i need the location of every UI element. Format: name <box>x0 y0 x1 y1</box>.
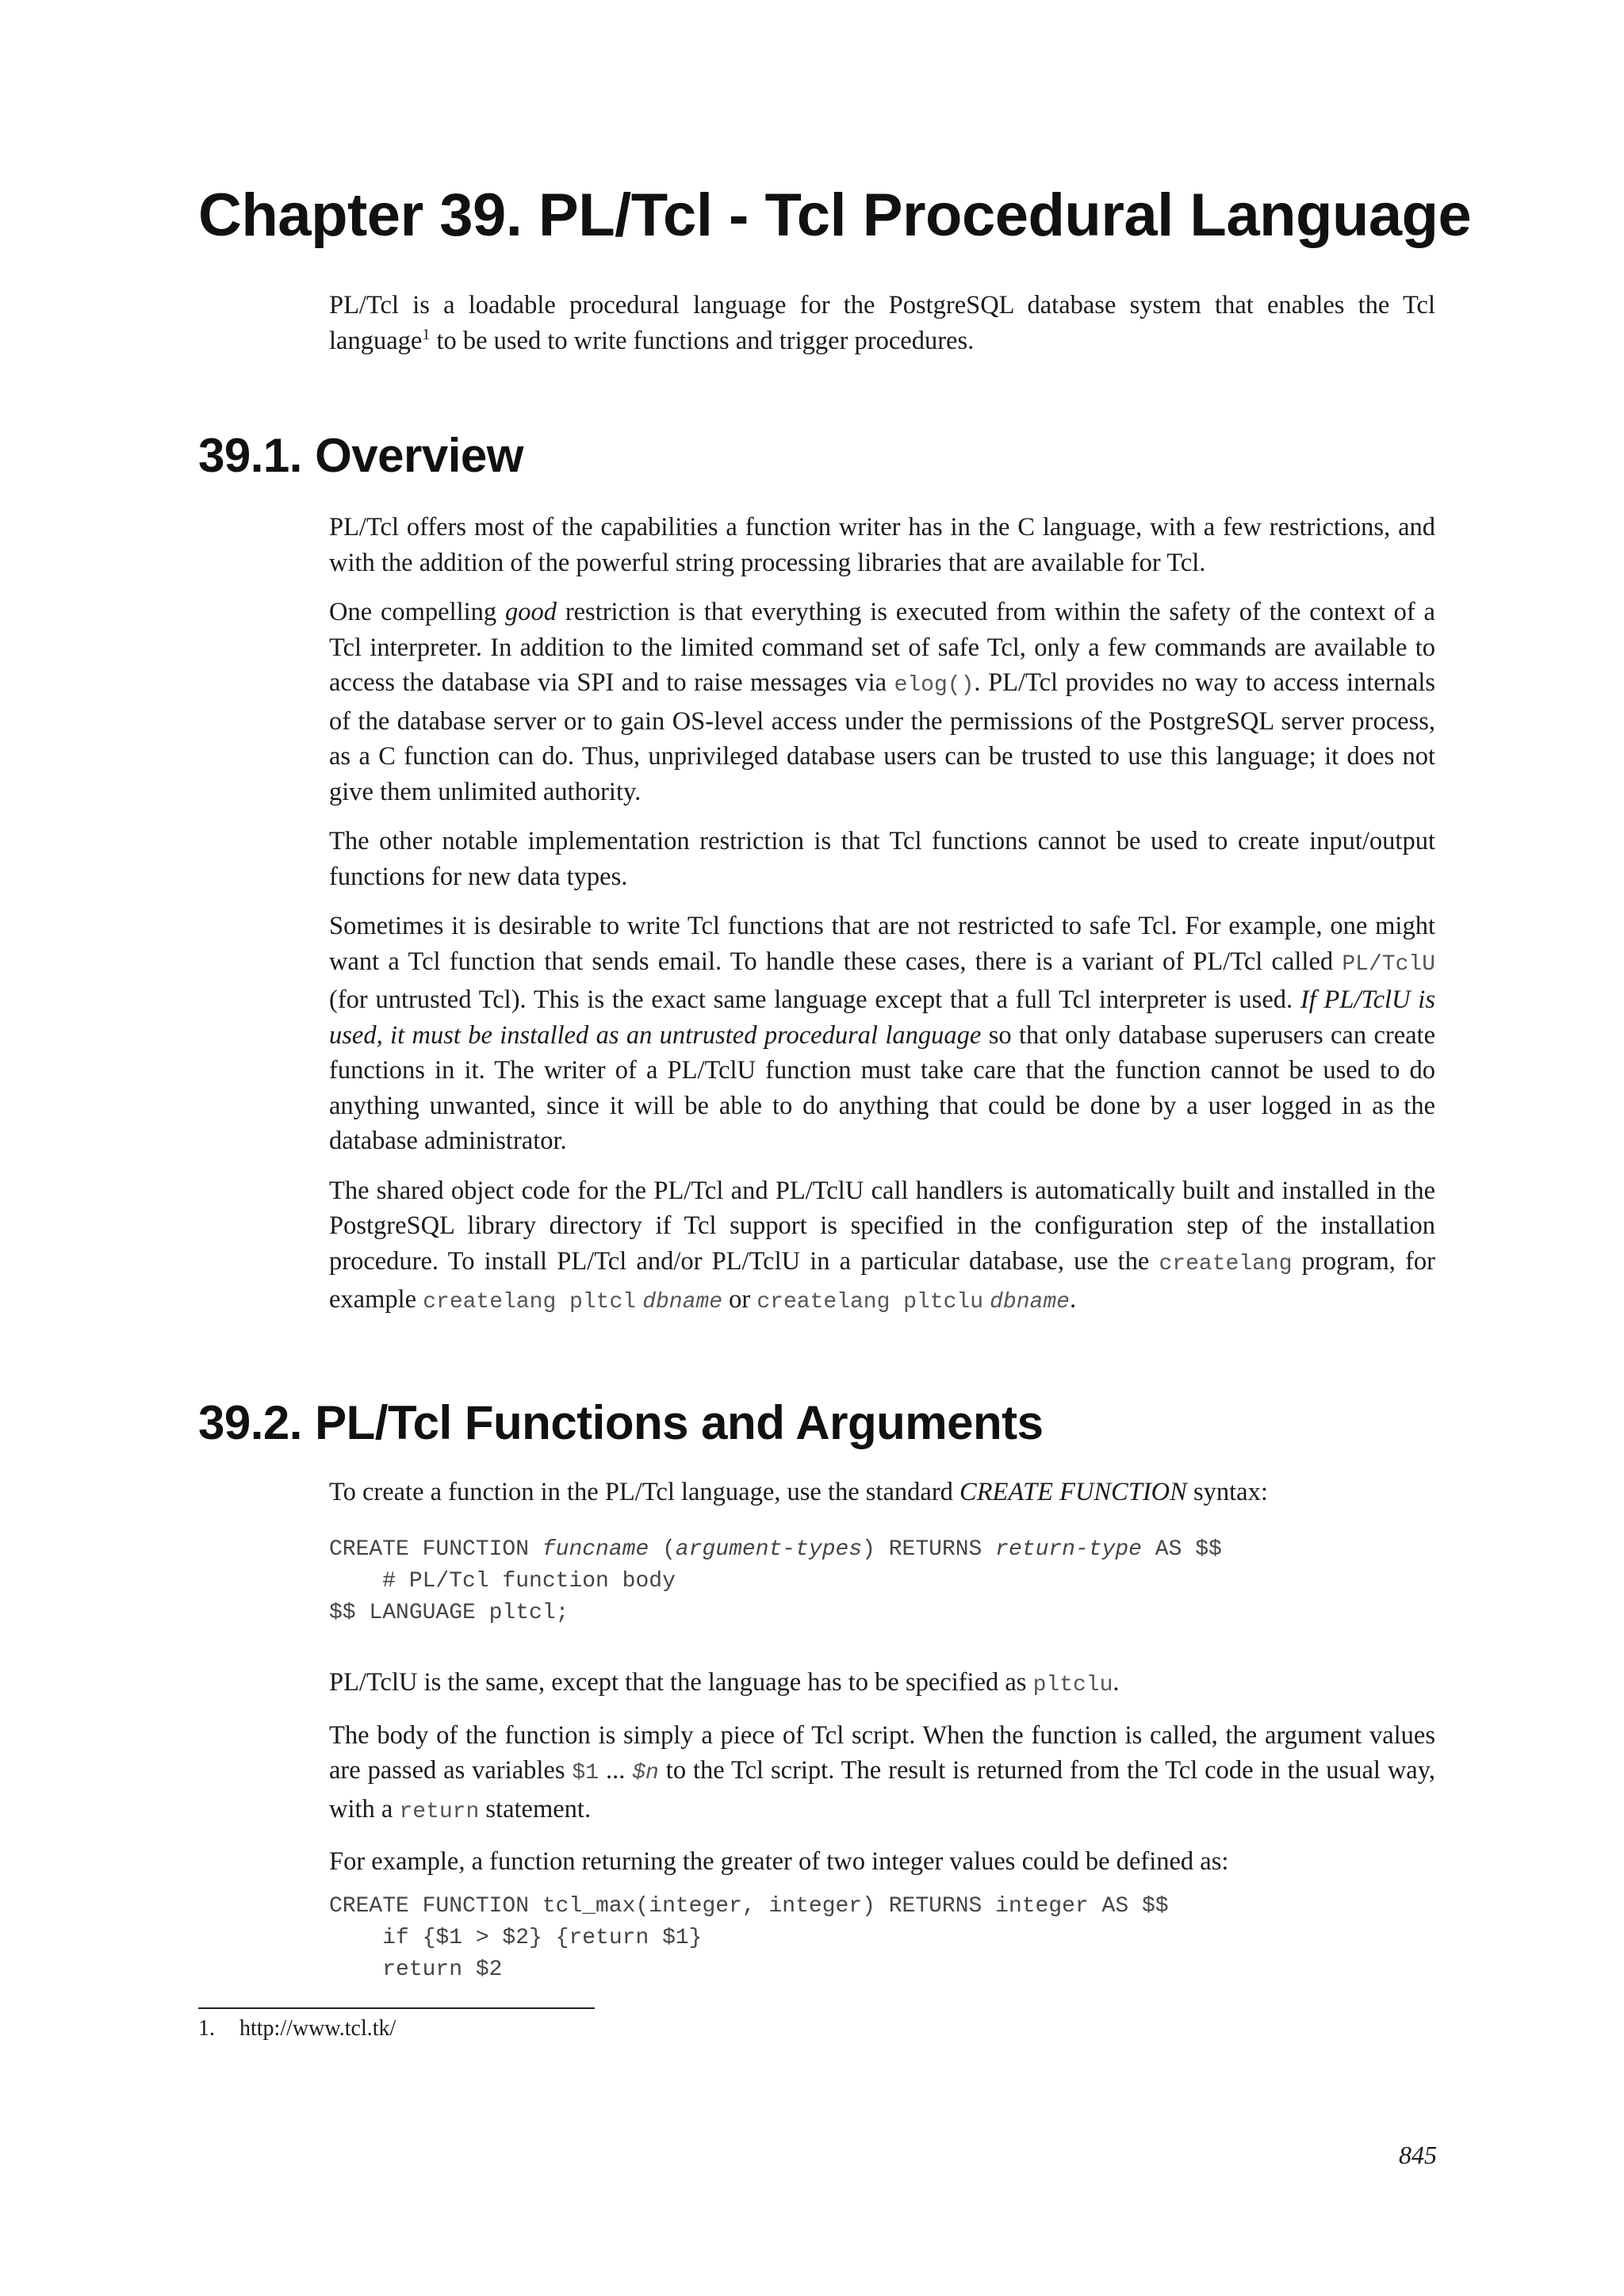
code-block-syntax: CREATE FUNCTION funcname (argument-types) RETURNS return-type AS $$ # PL/Tcl function body $$ LANGUAGE pltcl; <box>329 1537 1222 1625</box>
functions-intro <box>329 1475 1435 1525</box>
footnote-link[interactable]: http://www.tcl.tk/ <box>239 2016 396 2041</box>
code-block-example: CREATE FUNCTION tcl_max(integer, integer) RETURNS integer AS $$ if {$1 > $2} {return $1} return $2 <box>329 1894 1169 1982</box>
overview-paragraph-1: PL/Tcl offers most of the capabilities a function writer has in the C language, with a few restrictions, and with the addition of the powerful string processing libraries that are available for Tcl. <box>329 513 1435 577</box>
page-number: 845 <box>1399 2141 1437 2169</box>
inline-code: createlang pltcl <box>423 1290 637 1314</box>
overview-paragraph-5: The shared object code for the PL/Tcl and PL/TclU call handlers is automatically built and installed in the PostgreSQL library directory if Tcl support is specified in the configuration step of the installation procedure. To install PL/Tcl and/or PL/TclU in a particular database, use the createlang program, for example createlang pltcl dbname or createlang pltclu dbname. <box>329 1176 1435 1314</box>
functions-body <box>329 1665 1435 1894</box>
footnote-number: 1. <box>198 2016 215 2041</box>
functions-paragraph-2: PL/TclU is the same, except that the language has to be specified as pltclu. <box>329 1668 1120 1697</box>
overview-paragraph-4: Sometimes it is desirable to write Tcl functions that are not restricted to safe Tcl. For example, one might want a Tcl function that sends email. To handle these cases, there is a variant of PL/Tcl called PL/TclU (for untrusted Tcl). This is the exact same language except that a full Tcl interpreter is used. If PL/TclU is used, it must be installed as an untrusted procedural language so that only database superusers can create functions in it. The writer of a PL/TclU function must take care that the function cannot be used to do anything unwanted, since it will be able to do anything that could be done by a user logged in as the database administrator. <box>329 912 1435 1155</box>
footnote-divider <box>198 2007 595 2009</box>
functions-paragraph-1: To create a function in the PL/Tcl language, use the standard CREATE FUNCTION syntax: <box>329 1478 1268 1506</box>
overview-section <box>329 510 1435 1335</box>
overview-paragraph-3: The other notable implementation restriction is that Tcl functions cannot be used to create input/output functions for new data types. <box>329 827 1435 891</box>
inline-code: PL/TclU <box>1342 951 1435 977</box>
inline-code: createlang pltclu <box>756 1290 983 1314</box>
inline-code: elog() <box>894 673 975 698</box>
footnote-ref[interactable]: 1 <box>422 325 431 343</box>
inline-code: return <box>399 1799 480 1824</box>
section-heading-functions: 39.2. PL/Tcl Functions and Arguments <box>198 1396 1044 1449</box>
footnote <box>198 2016 396 2042</box>
inline-code: pltclu <box>1032 1673 1113 1697</box>
inline-code: $1 <box>572 1761 599 1785</box>
functions-paragraph-4: For example, a function returning the greater of two integer values could be defined as: <box>329 1847 1229 1876</box>
section-heading-overview: 39.1. Overview <box>198 429 523 482</box>
functions-paragraph-3: The body of the function is simply a piece of Tcl script. When the function is called, the argument values are passed as variables $1 ... $n to the Tcl script. The result is returned from the Tcl code in the usual way, with a return statement. <box>329 1720 1435 1824</box>
intro-paragraph: PL/Tcl is a loadable procedural language for the PostgreSQL database system that enables the Tcl language$^1$ to be used to write functions and trigger procedures. <box>329 291 1435 355</box>
overview-paragraph-2: One compelling good restriction is that everything is executed from within the safety of the context of a Tcl interpreter. In addition to the limited command set of safe Tcl, only a few commands are available to access the database via SPI and to raise messages via elog(). PL/Tcl provides no way to access internals of the database server or to gain OS-level access under the permissions of the PostgreSQL server process, as a C function can do. Thus, unprivileged database users can be trusted to use this language; it does not give them unlimited authority. <box>329 598 1435 806</box>
chapter-title: Chapter 39. PL/Tcl - Tcl Procedural Language <box>198 182 1472 249</box>
inline-code: createlang <box>1159 1251 1293 1276</box>
chapter-intro <box>329 288 1435 373</box>
